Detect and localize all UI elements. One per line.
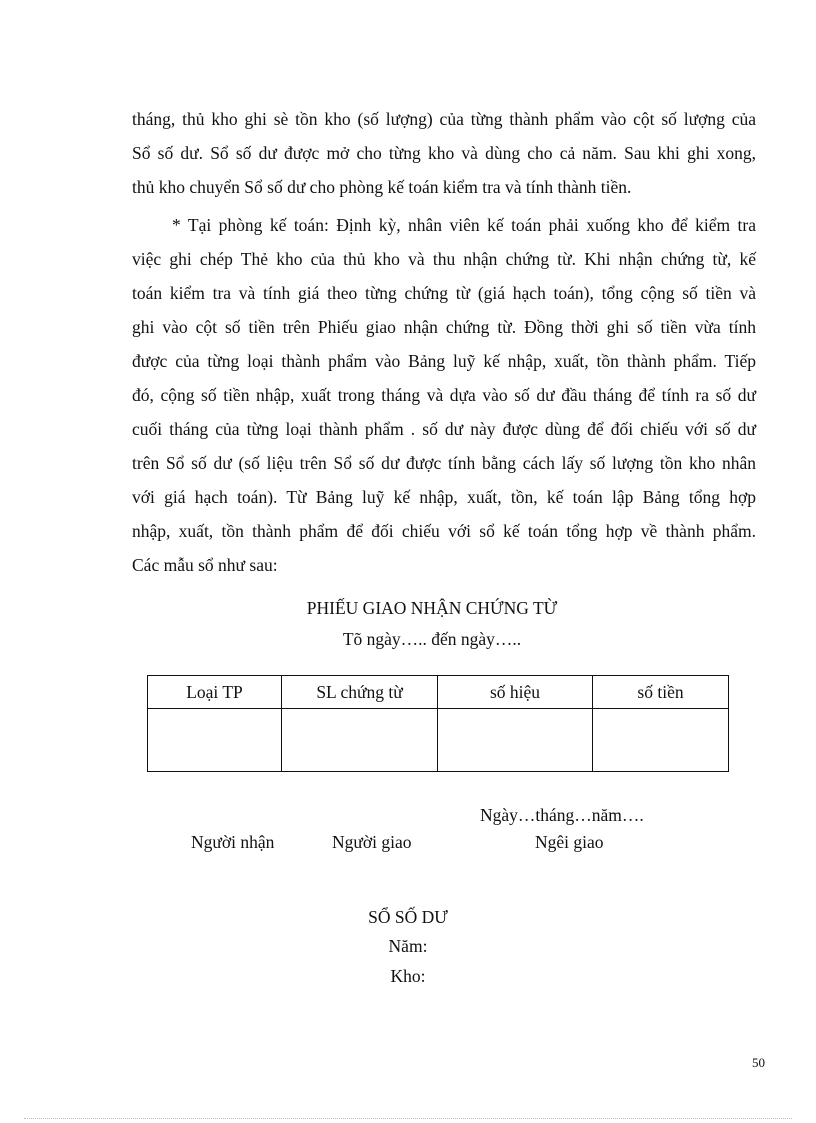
ledger-title: SỔ SỐ DƯ xyxy=(368,907,448,927)
table-header-row xyxy=(148,676,729,709)
text-line: tháng, thủ kho ghi sè tồn kho (số lượng) của từng thành phẩm vào cột số lượng của xyxy=(132,109,756,129)
slip-title: PHIẾU GIAO NHẬN CHỨNG TỪ xyxy=(306,598,558,618)
text-line: trên Sổ số dư (số liệu trên Sổ số dư được tính bằng cách lấy số lượng tồn kho nhân xyxy=(132,453,756,473)
column-header-number: số hiệu xyxy=(438,676,593,709)
slip-date-range: Tõ ngày….. đến ngày….. xyxy=(342,629,522,649)
column-header-amount: số tiền xyxy=(593,676,729,709)
paragraph-2 xyxy=(132,208,756,582)
table-row xyxy=(148,709,729,772)
page-number: 50 xyxy=(752,1055,765,1070)
table-cell xyxy=(593,709,729,772)
table-cell xyxy=(148,709,282,772)
text-line: thủ kho chuyển Sổ số dư cho phòng kế toán kiểm tra và tính thành tiền. xyxy=(132,177,632,197)
signature-giver: Người giao xyxy=(332,832,412,852)
table-cell xyxy=(438,709,593,772)
slip-table xyxy=(147,675,729,772)
ledger-warehouse-label: Kho: xyxy=(390,966,426,986)
text-line: nhập, xuất, tồn thành phẩm để đối chiếu với sổ kế toán tổng hợp về thành phẩm. xyxy=(132,521,756,541)
signature-receiver: Người nhận xyxy=(191,832,275,852)
text-line: Các mẫu sổ như sau: xyxy=(132,555,278,575)
text-line: được của từng loại thành phẩm vào Bảng luỹ kế nhập, xuất, tồn thành phẩm. Tiếp xyxy=(132,351,756,371)
ledger-year-label: Năm: xyxy=(388,936,428,956)
text-line: cuối tháng của từng loại thành phẩm . số dư này được dùng để đối chiếu với số dư xyxy=(132,419,756,439)
table-cell xyxy=(282,709,438,772)
column-header-document-count: SL chứng từ xyxy=(282,676,438,709)
text-line: việc ghi chép Thẻ kho của thủ kho và thu nhận chứng từ. Khi nhận chứng từ, kế xyxy=(132,249,756,269)
text-line: toán kiểm tra và tính giá theo từng chứng từ (giá hạch toán), tổng cộng số tiền và xyxy=(132,283,756,303)
paragraph-1 xyxy=(132,102,756,204)
text-line: với giá hạch toán). Từ Bảng luỹ kế nhập, xuất, tồn, kế toán lập Bảng tổng hợp xyxy=(132,487,756,507)
signature-date-line: Ngày…tháng…năm…. xyxy=(480,805,644,825)
column-header-product-type: Loại TP xyxy=(148,676,282,709)
text-line: * Tại phòng kế toán: Định kỳ, nhân viên kế toán phải xuống kho để kiểm tra xyxy=(172,215,756,235)
text-line: Sổ số dư. Sổ số dư được mở cho từng kho và dùng cho cả năm. Sau khi ghi xong, xyxy=(132,143,756,163)
text-line: ghi vào cột số tiền trên Phiếu giao nhận chứng từ. Đồng thời ghi số tiền vừa tính xyxy=(132,317,756,337)
text-line: đó, cộng số tiền nhập, xuất trong tháng và dựa vào số dư đầu tháng để tính ra số dư xyxy=(132,385,756,405)
signature-third: Ngêi giao xyxy=(535,832,604,852)
footer-divider xyxy=(24,1118,792,1119)
